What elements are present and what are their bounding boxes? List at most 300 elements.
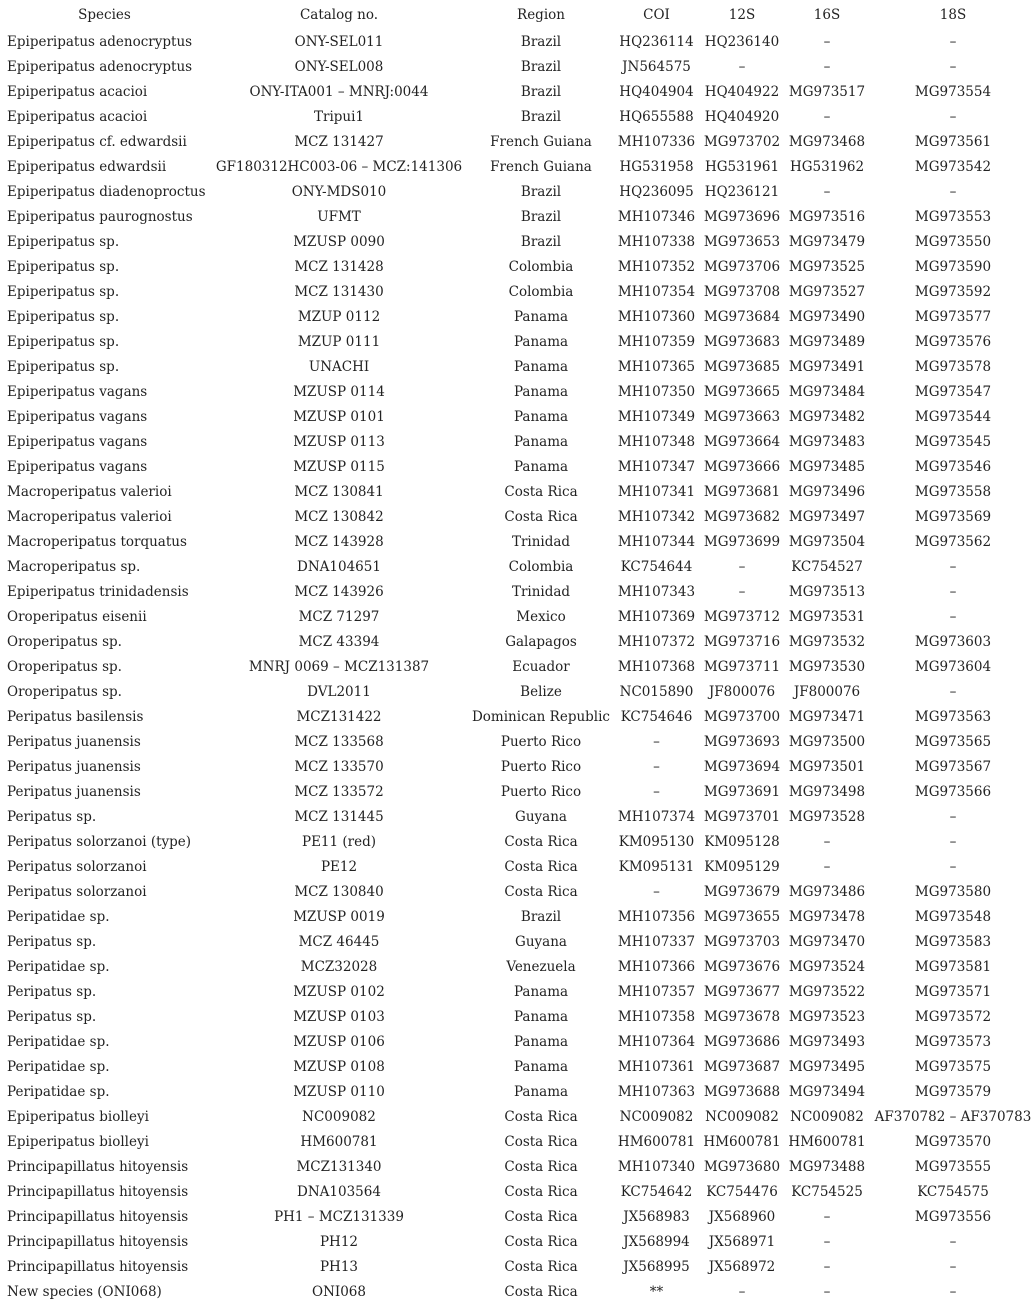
coi-cell: MH107358 [617, 1009, 696, 1025]
species-cell: Epiperipatus adenocryptus [7, 59, 193, 75]
18s-cell: MG973578 [914, 359, 992, 375]
species-cell: Epiperipatus acacioi [7, 84, 148, 100]
16s-cell: MG973484 [788, 384, 866, 400]
16s-cell: MG973497 [788, 509, 866, 525]
table-row [0, 1005, 1036, 1030]
catalog-no-cell: GF180312HC003-06 – MCZ:141306 [215, 159, 463, 175]
catalog-no-cell: DNA104651 [297, 559, 381, 575]
coi-cell: NC015890 [619, 684, 694, 700]
18s-cell: KC754575 [917, 1184, 989, 1200]
region-cell: Trinidad [511, 534, 571, 550]
12s-cell: MG973676 [703, 959, 781, 975]
table-row [0, 280, 1036, 305]
table-row [0, 530, 1036, 555]
12s-cell: JX568972 [708, 1259, 776, 1275]
18s-cell: MG973542 [914, 159, 992, 175]
catalog-no-cell: DVL2011 [307, 684, 371, 700]
16s-cell: MG973494 [788, 1084, 866, 1100]
table-row [0, 780, 1036, 805]
catalog-no-cell: MZUSP 0113 [293, 434, 385, 450]
12s-cell: MG973711 [703, 659, 781, 675]
12s-cell: MG973663 [703, 409, 781, 425]
16s-cell: JF800076 [793, 684, 861, 700]
catalog-no-cell: MCZ 143926 [294, 584, 384, 600]
12s-cell: MG973712 [703, 609, 781, 625]
12s-cell: – [738, 559, 746, 575]
12s-cell: JF800076 [708, 684, 776, 700]
region-cell: Dominican Republic [471, 709, 610, 725]
12s-cell: KC754476 [706, 1184, 778, 1200]
12s-cell: MG973696 [703, 209, 781, 225]
coi-cell: – [653, 734, 660, 750]
table-row [0, 1205, 1036, 1230]
12s-cell: MG973687 [703, 1059, 781, 1075]
catalog-no-cell: ONY-SEL011 [294, 34, 384, 50]
table-row [0, 305, 1036, 330]
catalog-no-cell: MZUSP 0103 [293, 1009, 385, 1025]
species-cell: Macroperipatus sp. [7, 559, 141, 575]
table-row [0, 955, 1036, 980]
coi-cell: MH107344 [617, 534, 696, 550]
region-cell: Mexico [516, 609, 566, 625]
region-cell: Costa Rica [504, 1259, 578, 1275]
18s-cell: – [949, 109, 957, 125]
species-cell: Principapillatus hitoyensis [7, 1234, 189, 1250]
18s-cell: MG973548 [914, 909, 992, 925]
species-cell: Macroperipatus torquatus [7, 534, 187, 550]
species-cell: Peripatus juanensis [7, 759, 141, 775]
coi-cell: KC754644 [620, 559, 693, 575]
catalog-no-cell: MCZ 43394 [298, 634, 380, 650]
region-cell: Colombia [508, 559, 574, 575]
coi-cell: JX568995 [623, 1259, 690, 1275]
header-region: Region [517, 7, 565, 23]
18s-cell: – [949, 34, 957, 50]
12s-cell: MG973699 [703, 534, 781, 550]
16s-cell: – [823, 859, 831, 875]
region-cell: Colombia [508, 284, 574, 300]
coi-cell: MH107350 [617, 384, 696, 400]
16s-cell: – [823, 109, 831, 125]
species-cell: Oroperipatus sp. [7, 634, 122, 650]
12s-cell: KM095129 [704, 859, 780, 875]
region-cell: Panama [513, 434, 569, 450]
region-cell: Costa Rica [504, 859, 578, 875]
catalog-no-cell: HM600781 [300, 1134, 378, 1150]
coi-cell: MH107340 [617, 1159, 696, 1175]
table-row [0, 205, 1036, 230]
16s-cell: MG973485 [788, 459, 866, 475]
table-body [0, 30, 1036, 1305]
table-row [0, 155, 1036, 180]
table-row [0, 55, 1036, 80]
catalog-no-cell: MZUSP 0101 [293, 409, 385, 425]
catalog-no-cell: MZUSP 0019 [293, 909, 385, 925]
catalog-no-cell: PH12 [319, 1234, 359, 1250]
species-cell: Epiperipatus adenocryptus [7, 34, 193, 50]
16s-cell: MG973496 [788, 484, 866, 500]
region-cell: Panama [513, 359, 569, 375]
table-row [0, 80, 1036, 105]
region-cell: Brazil [520, 209, 562, 225]
16s-cell: MG973522 [788, 984, 866, 1000]
catalog-no-cell: MCZ 133572 [294, 784, 384, 800]
16s-cell: MG973471 [788, 709, 866, 725]
table-row [0, 1130, 1036, 1155]
coi-cell: MH107352 [617, 259, 696, 275]
catalog-no-cell: MCZ 131428 [294, 259, 384, 275]
16s-cell: MG973490 [788, 309, 866, 325]
species-cell: Epiperipatus sp. [7, 259, 120, 275]
species-cell: Peripatus juanensis [7, 784, 141, 800]
species-cell: Epiperipatus trinidadensis [7, 584, 189, 600]
16s-cell: MG973488 [788, 1159, 866, 1175]
region-cell: Panama [513, 459, 569, 475]
table-row [0, 1280, 1036, 1305]
table-row [0, 255, 1036, 280]
16s-cell: MG973489 [788, 334, 866, 350]
18s-cell: MG973544 [914, 409, 992, 425]
18s-cell: MG973555 [914, 1159, 992, 1175]
16s-cell: MG973493 [788, 1034, 866, 1050]
species-cell: Principapillatus hitoyensis [7, 1259, 189, 1275]
12s-cell: JX568960 [708, 1209, 776, 1225]
species-cell: Peripatidae sp. [7, 1084, 110, 1100]
catalog-no-cell: MZUP 0111 [297, 334, 381, 350]
table-row [0, 30, 1036, 55]
18s-cell: MG973581 [914, 959, 992, 975]
12s-cell: MG973694 [703, 759, 781, 775]
12s-cell: – [738, 1284, 746, 1300]
table-row [0, 605, 1036, 630]
catalog-no-cell: MCZ 143928 [294, 534, 384, 550]
table-row [0, 380, 1036, 405]
catalog-no-cell: MCZ 131430 [294, 284, 384, 300]
species-cell: Peripatus basilensis [7, 709, 144, 725]
table-row [0, 930, 1036, 955]
catalog-no-cell: PH1 – MCZ131339 [274, 1209, 404, 1225]
coi-cell: MH107360 [617, 309, 696, 325]
18s-cell: MG973580 [914, 884, 992, 900]
16s-cell: HM600781 [788, 1134, 866, 1150]
species-cell: Epiperipatus cf. edwardsii [7, 134, 187, 150]
16s-cell: MG973500 [788, 734, 866, 750]
16s-cell: – [823, 1209, 831, 1225]
catalog-no-cell: MCZ 71297 [298, 609, 380, 625]
coi-cell: – [653, 784, 660, 800]
18s-cell: – [949, 834, 957, 850]
table-row [0, 755, 1036, 780]
18s-cell: – [949, 1259, 957, 1275]
16s-cell: KC754527 [791, 559, 863, 575]
species-cell: Peripatus solorzanoi [7, 859, 147, 875]
18s-cell: AF370782 – AF370783 [874, 1109, 1032, 1125]
region-cell: Venezuela [506, 959, 576, 975]
catalog-no-cell: MZUSP 0102 [293, 984, 385, 1000]
12s-cell: MG973680 [703, 1159, 781, 1175]
coi-cell: MH107365 [617, 359, 696, 375]
species-cell: Oroperipatus sp. [7, 659, 122, 675]
16s-cell: – [823, 1259, 831, 1275]
table-row [0, 855, 1036, 880]
coi-cell: KC754642 [620, 1184, 693, 1200]
species-cell: Peripatidae sp. [7, 1034, 110, 1050]
16s-cell: MG973531 [788, 609, 866, 625]
table-row [0, 505, 1036, 530]
region-cell: Panama [513, 984, 569, 1000]
catalog-no-cell: MCZ 133570 [294, 759, 384, 775]
18s-cell: MG973567 [914, 759, 992, 775]
12s-cell: MG973655 [703, 909, 781, 925]
catalog-no-cell: MZUSP 0114 [293, 384, 385, 400]
coi-cell: MH107357 [617, 984, 696, 1000]
coi-cell: HQ236114 [619, 34, 694, 50]
species-cell: Epiperipatus sp. [7, 309, 120, 325]
region-cell: Brazil [520, 234, 562, 250]
header-18s: 18S [939, 7, 967, 23]
region-cell: Costa Rica [504, 1209, 578, 1225]
18s-cell: MG973590 [914, 259, 992, 275]
16s-cell: – [823, 59, 831, 75]
species-cell: Epiperipatus sp. [7, 334, 120, 350]
18s-cell: MG973565 [914, 734, 992, 750]
species-cell: Epiperipatus vagans [7, 434, 148, 450]
table-row [0, 105, 1036, 130]
region-cell: Panama [513, 409, 569, 425]
18s-cell: – [949, 859, 957, 875]
catalog-no-cell: MZUSP 0115 [293, 459, 385, 475]
catalog-no-cell: MZUSP 0090 [293, 234, 385, 250]
12s-cell: HQ236121 [704, 184, 780, 200]
species-cell: Oroperipatus eisenii [7, 609, 147, 625]
table-row [0, 705, 1036, 730]
catalog-no-cell: MCZ 131427 [294, 134, 384, 150]
species-cell: Epiperipatus vagans [7, 384, 148, 400]
catalog-no-cell: MCZ 130842 [294, 509, 384, 525]
12s-cell: MG973682 [703, 509, 781, 525]
18s-cell: MG973583 [914, 934, 992, 950]
12s-cell: MG973706 [703, 259, 781, 275]
18s-cell: MG973570 [914, 1134, 992, 1150]
region-cell: Panama [513, 1084, 569, 1100]
catalog-no-cell: ONI068 [312, 1284, 366, 1300]
region-cell: Brazil [520, 34, 562, 50]
region-cell: Brazil [520, 84, 562, 100]
region-cell: Ecuador [512, 659, 570, 675]
12s-cell: JX568971 [708, 1234, 776, 1250]
coi-cell: NC009082 [619, 1109, 694, 1125]
12s-cell: MG973688 [703, 1084, 781, 1100]
coi-cell: JN564575 [622, 59, 691, 75]
18s-cell: MG973562 [914, 534, 992, 550]
coi-cell: MH107369 [617, 609, 696, 625]
species-cell: Epiperipatus paurognostus [7, 209, 193, 225]
12s-cell: MG973716 [703, 634, 781, 650]
species-cell: Principapillatus hitoyensis [7, 1159, 189, 1175]
catalog-no-cell: DNA103564 [297, 1184, 381, 1200]
18s-cell: MG973550 [914, 234, 992, 250]
table-row [0, 1030, 1036, 1055]
18s-cell: MG973547 [914, 384, 992, 400]
16s-cell: MG973523 [788, 1009, 866, 1025]
16s-cell: MG973470 [788, 934, 866, 950]
catalog-no-cell: UFMT [317, 209, 361, 225]
catalog-no-cell: MZUSP 0106 [293, 1034, 385, 1050]
coi-cell: MH107374 [617, 809, 696, 825]
coi-cell: HQ655588 [619, 109, 694, 125]
table-row [0, 555, 1036, 580]
species-cell: Epiperipatus edwardsii [7, 159, 167, 175]
coi-cell: MH107341 [617, 484, 696, 500]
table-row [0, 180, 1036, 205]
12s-cell: MG973708 [703, 284, 781, 300]
table-row [0, 805, 1036, 830]
16s-cell: MG973525 [788, 259, 866, 275]
region-cell: Panama [513, 309, 569, 325]
region-cell: Costa Rica [504, 1109, 578, 1125]
18s-cell: – [949, 1234, 957, 1250]
catalog-no-cell: NC009082 [302, 1109, 376, 1125]
header-12s: 12S [728, 7, 756, 23]
region-cell: Panama [513, 334, 569, 350]
12s-cell: MG973665 [703, 384, 781, 400]
region-cell: Costa Rica [504, 484, 578, 500]
species-cell: Peripatidae sp. [7, 959, 110, 975]
region-cell: Brazil [520, 109, 562, 125]
18s-cell: – [949, 809, 957, 825]
region-cell: Costa Rica [504, 1234, 578, 1250]
catalog-no-cell: MCZ 130840 [294, 884, 384, 900]
species-cell: Principapillatus hitoyensis [7, 1184, 189, 1200]
coi-cell: HQ236095 [619, 184, 694, 200]
region-cell: Brazil [520, 59, 562, 75]
18s-cell: MG973569 [914, 509, 992, 525]
18s-cell: MG973579 [914, 1084, 992, 1100]
16s-cell: MG973517 [788, 84, 866, 100]
catalog-no-cell: MZUSP 0108 [293, 1059, 385, 1075]
coi-cell: – [653, 884, 660, 900]
species-cell: Peripatidae sp. [7, 909, 110, 925]
table-row [0, 1080, 1036, 1105]
species-cell: Epiperipatus biolleyi [7, 1134, 149, 1150]
16s-cell: MG973495 [788, 1059, 866, 1075]
species-cell: Macroperipatus valerioi [7, 484, 172, 500]
table-row [0, 680, 1036, 705]
species-cell: Oroperipatus sp. [7, 684, 122, 700]
12s-cell: – [738, 584, 746, 600]
12s-cell: KM095128 [704, 834, 780, 850]
header-16s: 16S [813, 7, 841, 23]
table-row [0, 480, 1036, 505]
header-coi: COI [643, 7, 670, 23]
16s-cell: – [823, 34, 831, 50]
region-cell: Brazil [520, 184, 562, 200]
catalog-no-cell: MCZ131340 [296, 1159, 382, 1175]
18s-cell: MG973561 [914, 134, 992, 150]
species-cell: Principapillatus hitoyensis [7, 1209, 189, 1225]
12s-cell: MG973703 [703, 934, 781, 950]
catalog-no-cell: MCZ 46445 [298, 934, 380, 950]
18s-cell: – [949, 1284, 957, 1300]
16s-cell: – [823, 1284, 831, 1300]
16s-cell: MG973468 [788, 134, 866, 150]
coi-cell: JX568983 [623, 1209, 690, 1225]
12s-cell: MG973685 [703, 359, 781, 375]
12s-cell: HQ236140 [704, 34, 780, 50]
species-cell: Peripatus solorzanoi [7, 884, 147, 900]
coi-cell: MH107337 [617, 934, 696, 950]
region-cell: Costa Rica [504, 1184, 578, 1200]
12s-cell: HQ404920 [704, 109, 780, 125]
16s-cell: MG973491 [788, 359, 866, 375]
catalog-no-cell: MZUSP 0110 [293, 1084, 385, 1100]
16s-cell: MG973501 [788, 759, 866, 775]
coi-cell: MH107372 [617, 634, 696, 650]
region-cell: Costa Rica [504, 884, 578, 900]
species-cell: Epiperipatus sp. [7, 234, 120, 250]
table-row [0, 1055, 1036, 1080]
coi-cell: KM095131 [618, 859, 695, 875]
coi-cell: MH107366 [617, 959, 696, 975]
coi-cell: HM600781 [617, 1134, 696, 1150]
header-row [0, 0, 1036, 30]
12s-cell: MG973679 [703, 884, 781, 900]
18s-cell: MG973573 [914, 1034, 992, 1050]
species-cell: Peripatus sp. [7, 984, 97, 1000]
region-cell: Costa Rica [504, 1284, 578, 1300]
region-cell: Galapagos [505, 634, 577, 650]
16s-cell: MG973479 [788, 234, 866, 250]
12s-cell: MG973686 [703, 1034, 781, 1050]
table-row [0, 330, 1036, 355]
region-cell: Panama [513, 1059, 569, 1075]
coi-cell: ** [649, 1284, 664, 1300]
region-cell: Panama [513, 384, 569, 400]
table-row [0, 830, 1036, 855]
16s-cell: MG973482 [788, 409, 866, 425]
12s-cell: NC009082 [705, 1109, 779, 1125]
coi-cell: MH107356 [617, 909, 696, 925]
16s-cell: MG973486 [788, 884, 866, 900]
16s-cell: MG973498 [788, 784, 866, 800]
catalog-no-cell: ONY-SEL008 [294, 59, 384, 75]
16s-cell: MG973524 [788, 959, 866, 975]
species-cell: Peripatus solorzanoi (type) [7, 834, 192, 850]
region-cell: Puerto Rico [500, 759, 582, 775]
region-cell: Panama [513, 1034, 569, 1050]
catalog-no-cell: MCZ131422 [296, 709, 382, 725]
species-cell: Epiperipatus sp. [7, 359, 120, 375]
16s-cell: – [823, 1234, 831, 1250]
table-header [0, 0, 1036, 30]
12s-cell: MG973700 [703, 709, 781, 725]
coi-cell: MH107347 [617, 459, 696, 475]
species-cell: New species (ONI068) [7, 1284, 162, 1300]
species-cell: Peripatus sp. [7, 809, 97, 825]
table-row [0, 730, 1036, 755]
table-row [0, 630, 1036, 655]
catalog-no-cell: ONY-MDS010 [291, 184, 387, 200]
18s-cell: MG973575 [914, 1059, 992, 1075]
table-row [0, 580, 1036, 605]
18s-cell: MG973571 [914, 984, 992, 1000]
16s-cell: MG973513 [788, 584, 866, 600]
18s-cell: – [949, 59, 957, 75]
16s-cell: – [823, 834, 831, 850]
table-row [0, 1155, 1036, 1180]
16s-cell: MG973528 [788, 809, 866, 825]
coi-cell: MH107343 [617, 584, 696, 600]
